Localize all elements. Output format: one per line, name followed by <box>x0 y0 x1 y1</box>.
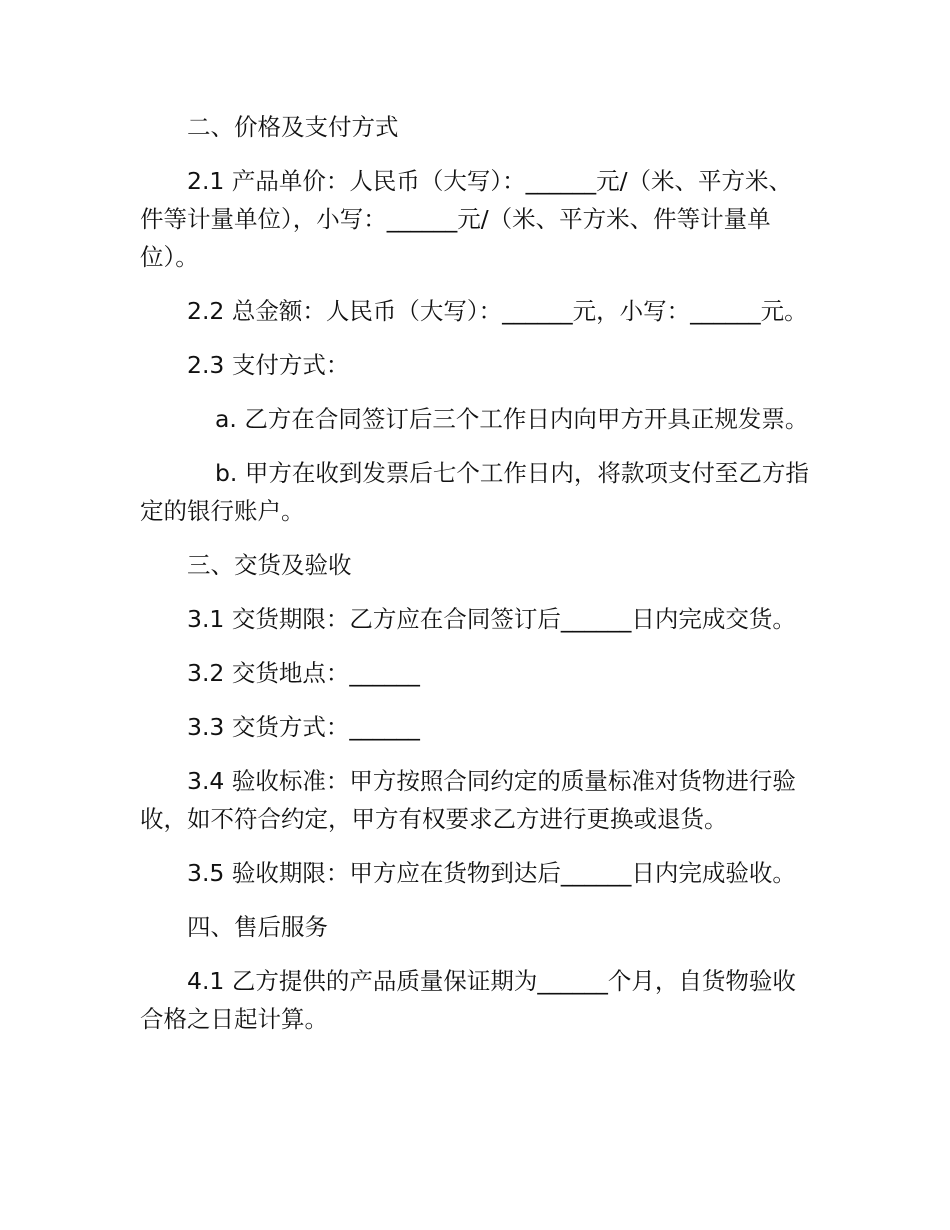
clause-3-4: 3.4 验收标准：甲方按照合同约定的质量标准对货物进行验收，如不符合约定，甲方有权要求乙方进行更换或退货。 <box>140 767 796 833</box>
clause-2-1: 2.1 产品单价：人民币（大写）：______元/（米、平方米、件等计量单位），小写：______元/（米、平方米、件等计量单位）。 <box>140 167 793 271</box>
clause-2-3-b: b. 甲方在收到发票后七个工作日内，将款项支付至乙方指定的银行账户。 <box>140 459 809 525</box>
clause-3-1: 3.1 交货期限：乙方应在合同签订后______日内完成交货。 <box>187 605 796 633</box>
clause-3-5: 3.5 验收期限：甲方应在货物到达后______日内完成验收。 <box>187 859 796 887</box>
document-body <box>140 108 812 1054</box>
clause-2-3: 2.3 支付方式： <box>187 351 350 379</box>
clause-4-1: 4.1 乙方提供的产品质量保证期为______个月，自货物验收合格之日起计算。 <box>140 967 796 1033</box>
section-2-heading: 二、价格及支付方式 <box>187 113 399 141</box>
clause-3-3: 3.3 交货方式：______ <box>187 713 420 741</box>
clause-2-2: 2.2 总金额：人民币（大写）：______元，小写：______元。 <box>187 297 808 325</box>
clause-2-3-a: a. 乙方在合同签订后三个工作日内向甲方开具正规发票。 <box>215 405 809 433</box>
section-3-heading: 三、交货及验收 <box>187 551 352 579</box>
section-4-heading: 四、售后服务 <box>187 913 328 941</box>
clause-3-2: 3.2 交货地点：______ <box>187 659 420 687</box>
